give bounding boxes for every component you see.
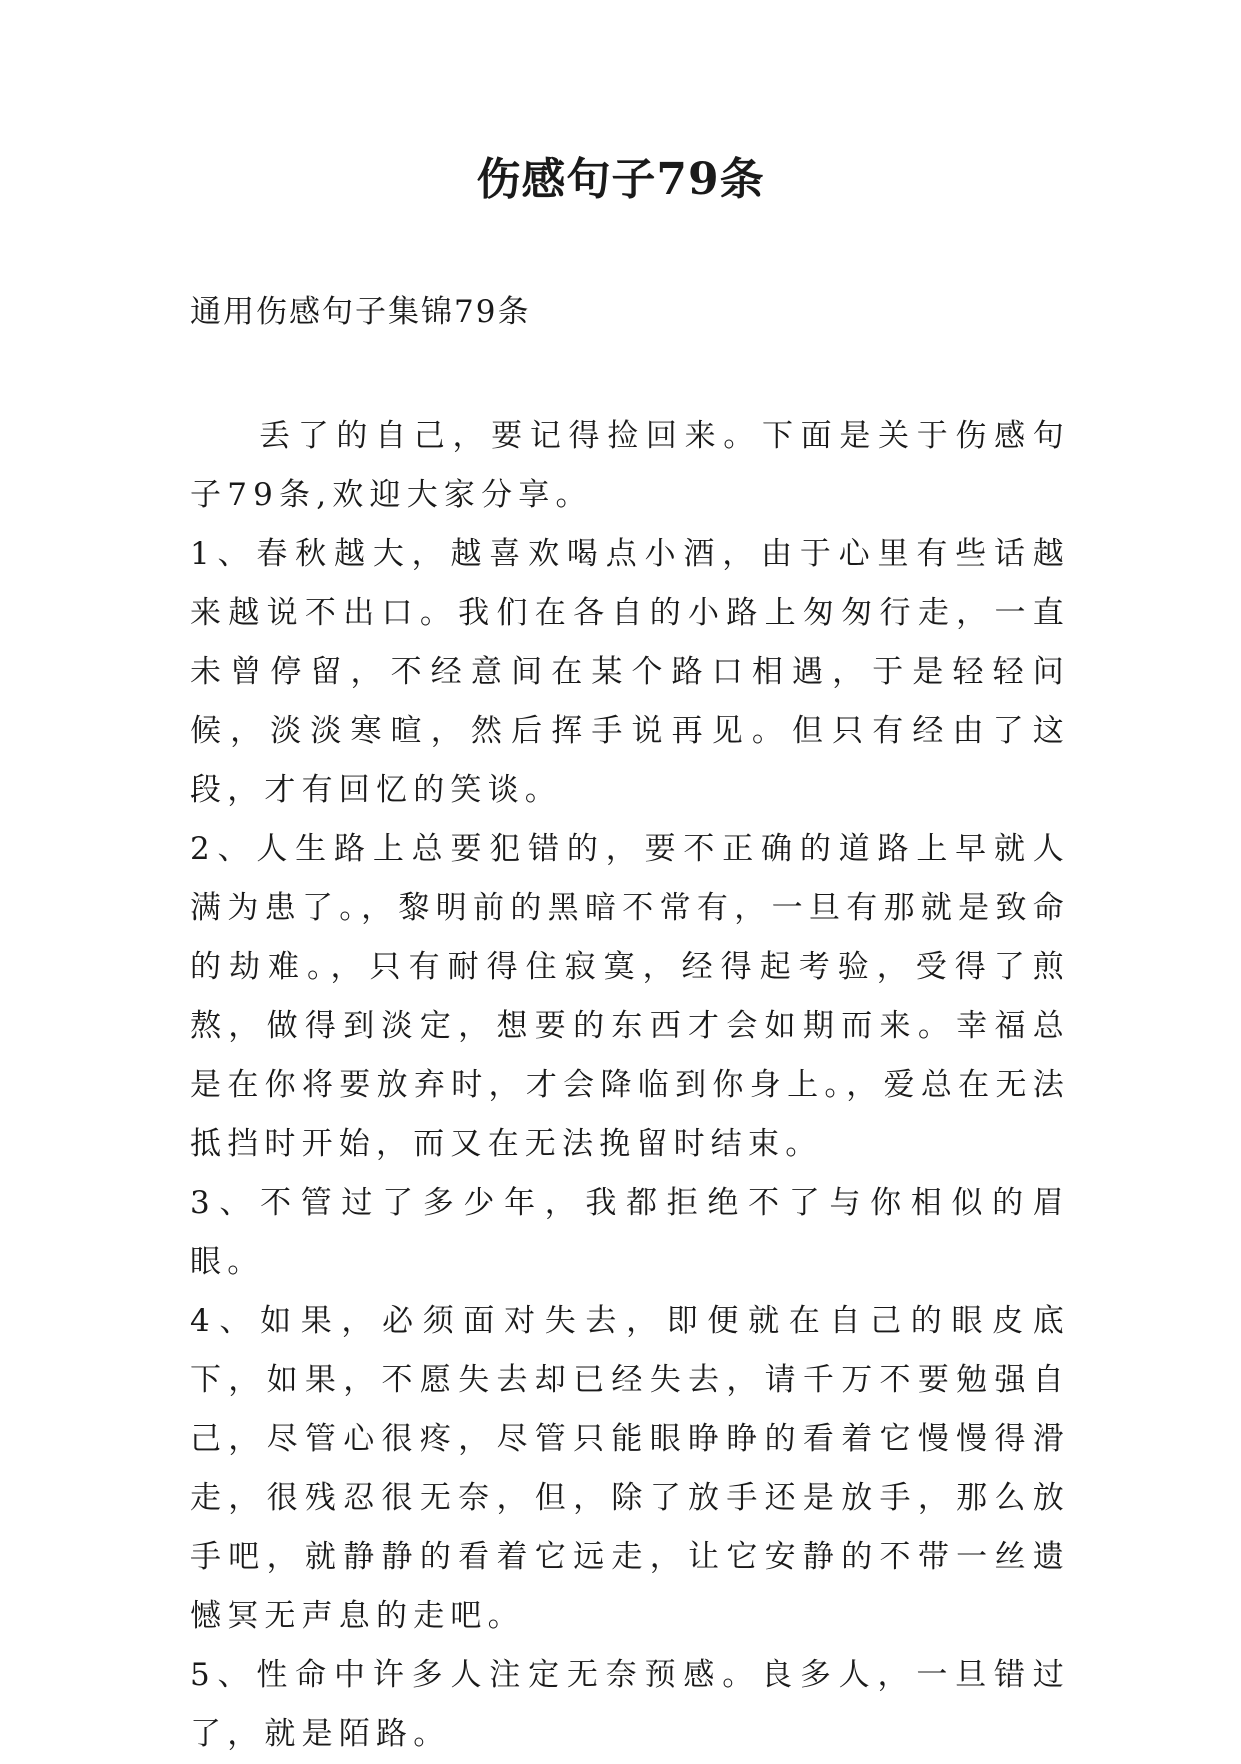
document-body xyxy=(190,407,1070,1764)
list-item: 2、人生路上总要犯错的，要不正确的道路上早就人满为患了。，黎明前的黑暗不常有，一旦有那就是致命的劫难。，只有耐得住寂寞，经得起考验，受得了煎熬，做得到淡定，想要的东西才会如期而来。幸福总是在你将要放弃时，才会降临到你身上。，爱总在无法抵挡时开始，而又在无法挽留时结束。 xyxy=(190,831,1070,1162)
intro-paragraph: 丢了的自己，要记得捡回来。下面是关于伤感句子79条,欢迎大家分享。 xyxy=(190,418,1070,513)
document-subtitle: 通用伤感句子集锦79条 xyxy=(190,294,531,330)
list-item: 4、如果，必须面对失去，即便就在自己的眼皮底下，如果，不愿失去却已经失去，请千万不要勉强自己，尽管心很疼，尽管只能眼睁睁的看着它慢慢得滑走，很残忍很无奈，但，除了放手还是放手，那么放手吧，就静静的看着它远走，让它安静的不带一丝遗憾冥无声息的走吧。 xyxy=(190,1303,1070,1634)
list-item: 1、春秋越大，越喜欢喝点小酒，由于心里有些话越来越说不出口。我们在各自的小路上匆匆行走，一直未曾停留，不经意间在某个路口相遇，于是轻轻问候，淡淡寒暄，然后挥手说再见。但只有经由了这段，才有回忆的笑谈。 xyxy=(190,536,1070,808)
list-item: 5、性命中许多人注定无奈预感。良多人，一旦错过了，就是陌路。 xyxy=(190,1657,1070,1752)
page-title: 伤感句子79条 xyxy=(476,154,765,205)
list-item: 3、不管过了多少年，我都拒绝不了与你相似的眉眼。 xyxy=(190,1185,1070,1280)
